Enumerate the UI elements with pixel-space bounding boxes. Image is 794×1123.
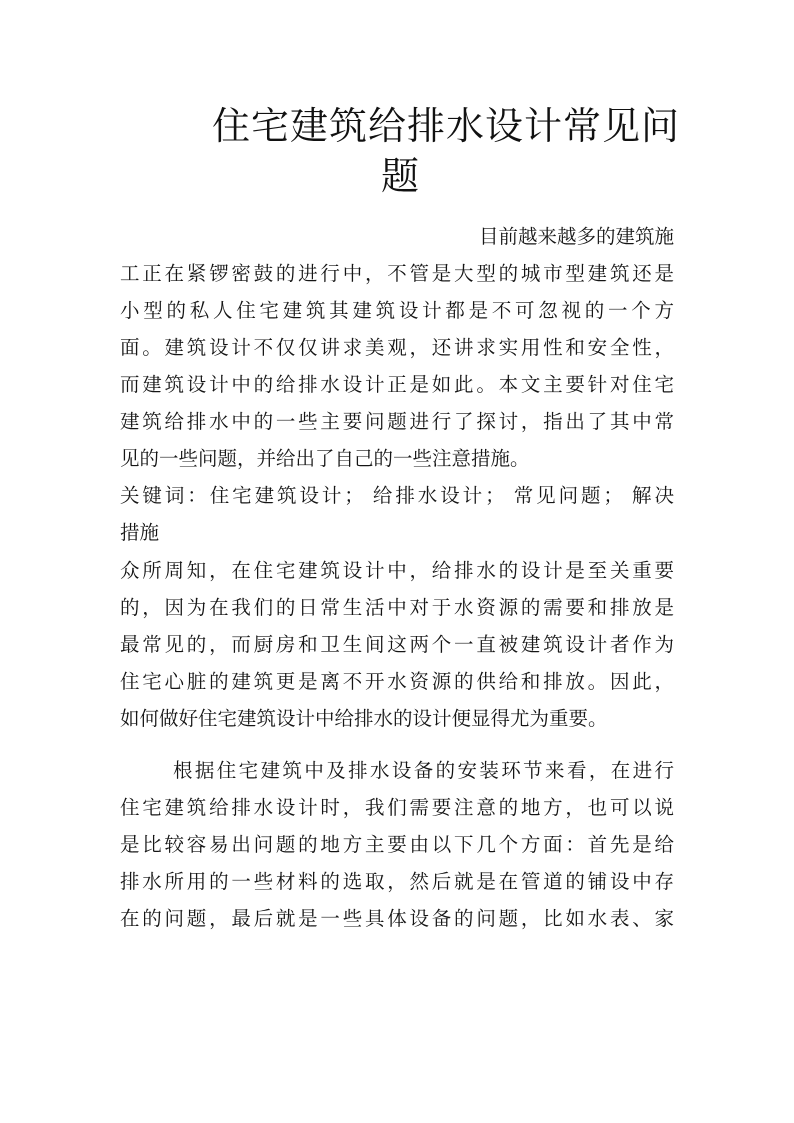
document-title-line2: 题 xyxy=(381,154,420,198)
intro-line: 的，因为在我们的日常生活中对于水资源的需要和排放是 xyxy=(120,596,674,619)
abstract-line: 目前越来越多的建筑施 xyxy=(478,225,674,248)
abstract-line: 面。建筑设计不仅仅讲求美观，还讲求实用性和安全性， xyxy=(120,336,674,359)
intro-line: 住宅心脏的建筑更是离不开水资源的供给和排放。因此， xyxy=(120,670,674,693)
keywords-line: 关键词：住宅建筑设计； 给排水设计； 常见问题； 解决 xyxy=(120,484,674,507)
intro-line: 最常见的，而厨房和卫生间这两个一直被建筑设计者作为 xyxy=(120,633,674,656)
abstract-line: 而建筑设计中的给排水设计正是如此。本文主要针对住宅 xyxy=(120,373,674,396)
abstract-line: 小型的私人住宅建筑其建筑设计都是不可忽视的一个方 xyxy=(120,299,674,322)
abstract-line: 建筑给排水中的一些主要问题进行了探讨，指出了其中常 xyxy=(120,410,674,433)
intro-line: 众所周知，在住宅建筑设计中，给排水的设计是至关重要 xyxy=(120,559,674,582)
body-line: 在的问题，最后就是一些具体设备的问题，比如水表、家 xyxy=(120,907,674,930)
body-line: 根据住宅建筑中及排水设备的安装环节来看，在进行 xyxy=(173,759,674,782)
body-line: 排水所用的一些材料的选取，然后就是在管道的铺设中存 xyxy=(120,870,674,893)
body-line: 住宅建筑给排水设计时，我们需要注意的地方，也可以说 xyxy=(120,796,674,819)
abstract-line: 工正在紧锣密鼓的进行中，不管是大型的城市型建筑还是 xyxy=(120,262,674,285)
body-line: 是比较容易出问题的地方主要由以下几个方面：首先是给 xyxy=(120,833,674,856)
abstract-line: 见的一些问题，并给出了自己的一些注意措施。 xyxy=(120,447,530,470)
keywords-line: 措施 xyxy=(120,521,160,544)
intro-line: 如何做好住宅建筑设计中给排水的设计便显得尤为重要。 xyxy=(120,707,608,730)
document-title-line1: 住宅建筑给排水设计常见问 xyxy=(212,104,681,148)
